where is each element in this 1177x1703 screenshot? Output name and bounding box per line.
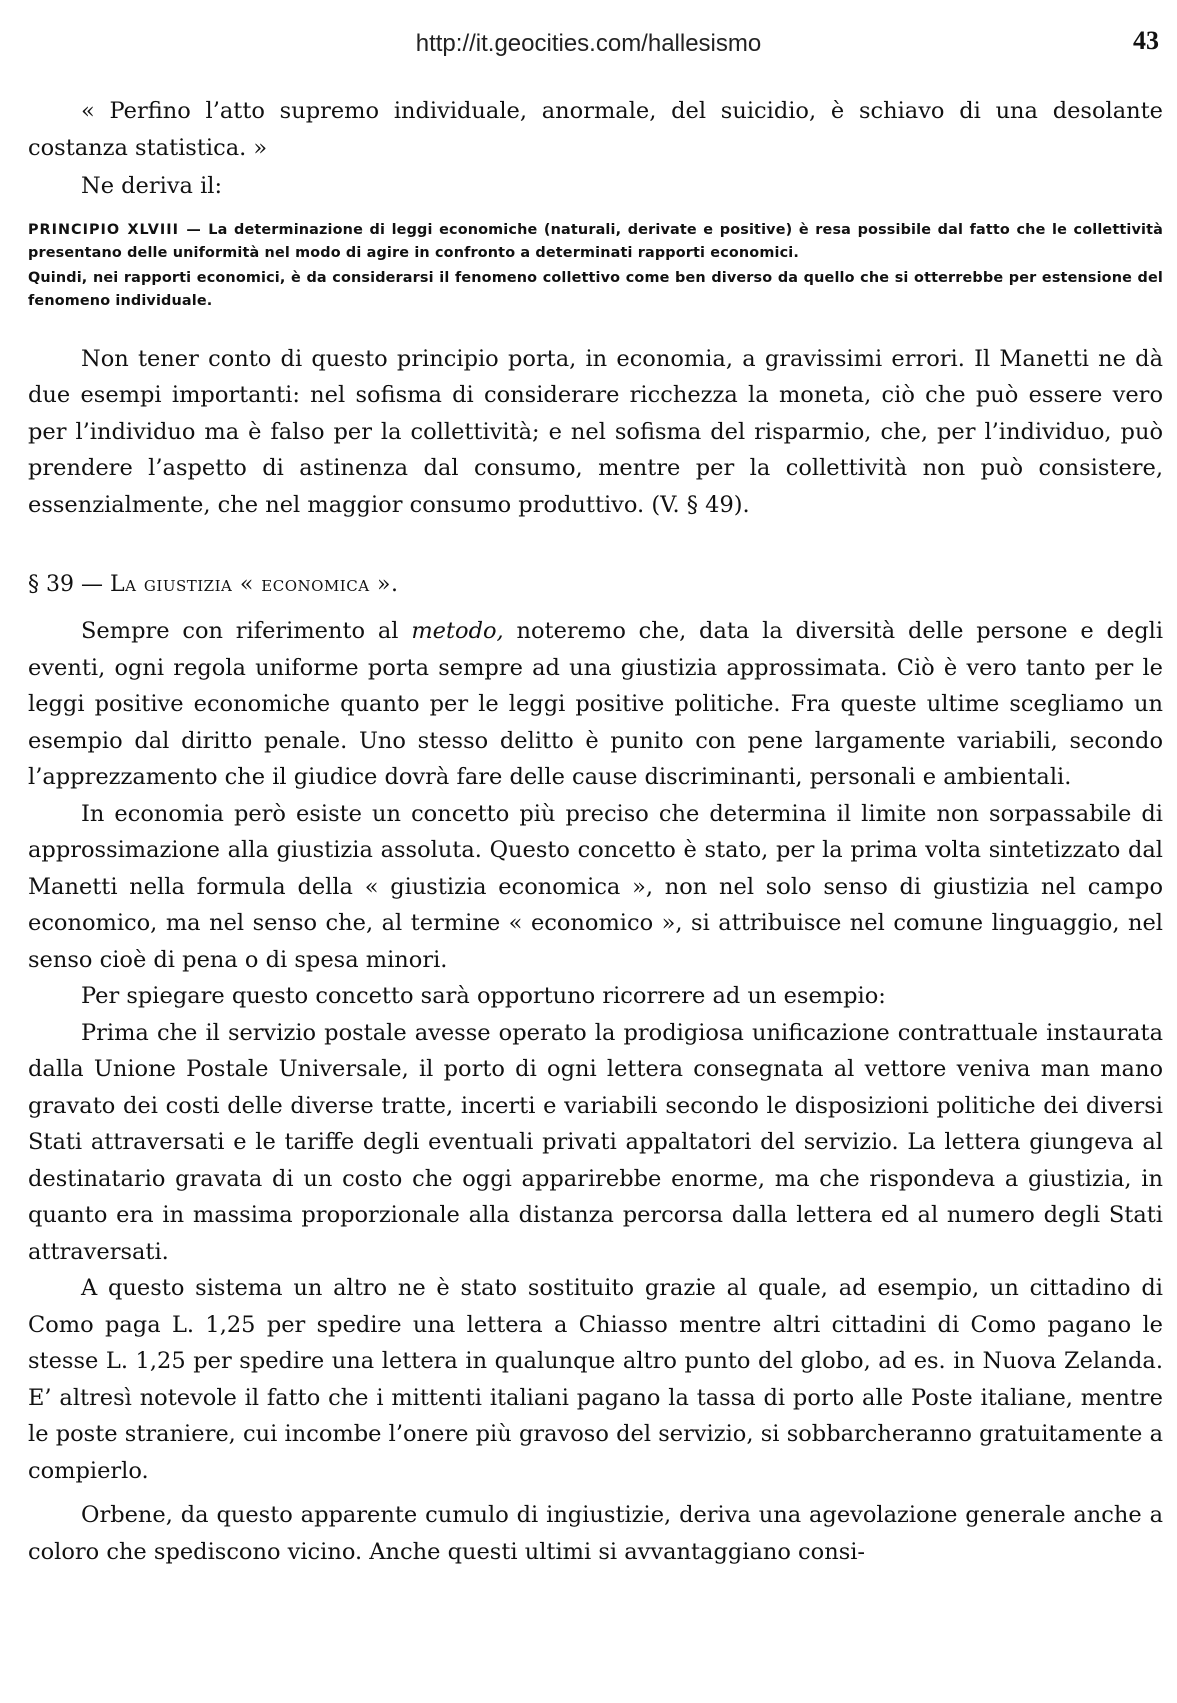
paragraph-4-emphasis: metodo, bbox=[411, 618, 504, 644]
principle-label: PRINCIPIO XLVIII — bbox=[28, 221, 202, 238]
paragraph-2: Ne deriva il: bbox=[81, 173, 223, 199]
paragraph-4 bbox=[28, 613, 1163, 796]
header-url: http://it.geocities.com/hallesismo bbox=[415, 30, 762, 57]
page-number: 43 bbox=[1133, 26, 1159, 55]
paragraph-9: Orbene, da questo apparente cumulo di ingiustizie, deriva una agevolazione generale anche a coloro che spediscono vicino. Anche questi ultimi si avvantaggiano consi- bbox=[28, 1502, 1163, 1565]
page-content bbox=[28, 93, 1163, 1570]
principle-text-2: Quindi, nei rapporti economici, è da considerarsi il fenomeno collettivo come ben diverso da quello che si otterrebbe per estensione del fenomeno individuale. bbox=[28, 269, 1163, 309]
principle-text: La determinazione di leggi economiche (naturali, derivate e positive) è resa possibile dal fatto che le collettività presentano delle uniformità nel modo di agire in confronto a determinati rapporti economici. bbox=[28, 221, 1163, 261]
paragraph-7: Prima che il servizio postale avesse operato la prodigiosa unificazione contrattuale instaurata dalla Unione Postale Universale, il porto di ogni lettera consegnata al vettore veniva man mano gravato dei costi delle diverse tratte, incerti e variabili secondo le disposizioni politiche dei diversi Stati attraversati e le tariffe degli eventuali privati appaltatori del servizio. La lettera giungeva al destinatario gravata di un costo che oggi apparirebbe enorme, ma che rispondeva a giustizia, in quanto era in massima proporzionale alla distanza percorsa dalla lettera ed al numero degli Stati attraversati. bbox=[28, 1019, 1163, 1265]
paragraph-3: Non tener conto di questo principio porta, in economia, a gravissimi errori. Il Manetti ne dà due esempi importanti: nel sofisma di considerare ricchezza la moneta, ciò che può essere vero per l’individuo ma è falso per la collettività; e nel sofisma del risparmio, che, per l’individuo, può prendere l’aspetto di astinenza dal consumo, mentre per la collettività non può consistere, essenzialmente, che nel maggior consumo produttivo. (V. § 49). bbox=[28, 345, 1163, 518]
paragraph-4-rest: noteremo che, data la diversità delle persone e degli eventi, ogni regola uniforme porta sempre ad una giustizia approssimata. Ciò è vero tanto per le leggi positive economiche quanto per le leggi positive politiche. Fra queste ultime scegliamo un esempio dal diritto penale. Uno stesso delitto è punito con pene largamente variabili, secondo l’apprezzamento che il giudice dovrà fare delle cause discriminanti, personali e ambientali. bbox=[28, 618, 1164, 790]
paragraph-4-start: Sempre con riferimento al bbox=[81, 618, 399, 644]
section-title: La giustizia « economica ». bbox=[109, 572, 399, 597]
paragraph-8: A questo sistema un altro ne è stato sostituito grazie al quale, ad esempio, un cittadino di Como paga L. 1,25 per spedire una lettera a Chiasso mentre altri cittadini di Como pagano le stesse L. 1,25 per spedire una lettera in qualunque altro punto del globo, ad es. in Nuova Zelanda. E’ altresì notevole il fatto che i mittenti italiani pagano la tassa di porto alle Poste italiane, mentre le poste straniere, cui incombe l’onere più gravoso del servizio, si sobbarcheranno gratuitamente a compierlo. bbox=[28, 1275, 1163, 1484]
section-heading bbox=[28, 567, 1163, 603]
paragraph-5: In economia però esiste un concetto più preciso che determina il limite non sorpassabile di approssimazione alla giustizia assoluta. Questo concetto è stato, per la prima volta sintetizzato dal Manetti nella formula della « giustizia economica », non nel solo senso di giustizia nel campo economico, ma nel senso che, al termine « economico », si attribuisce nel comune linguaggio, nel senso cioè di pena o di spesa minori. bbox=[28, 800, 1163, 973]
section-number: § 39 — bbox=[28, 572, 103, 597]
paragraph-1: « Perfino l’atto supremo individuale, anormale, del suicidio, è schiavo di una desolante costanza statistica. » bbox=[28, 98, 1163, 161]
paragraph-6: Per spiegare questo concetto sarà opportuno ricorrere ad un esempio: bbox=[81, 983, 886, 1009]
principle-block bbox=[28, 219, 1163, 265]
